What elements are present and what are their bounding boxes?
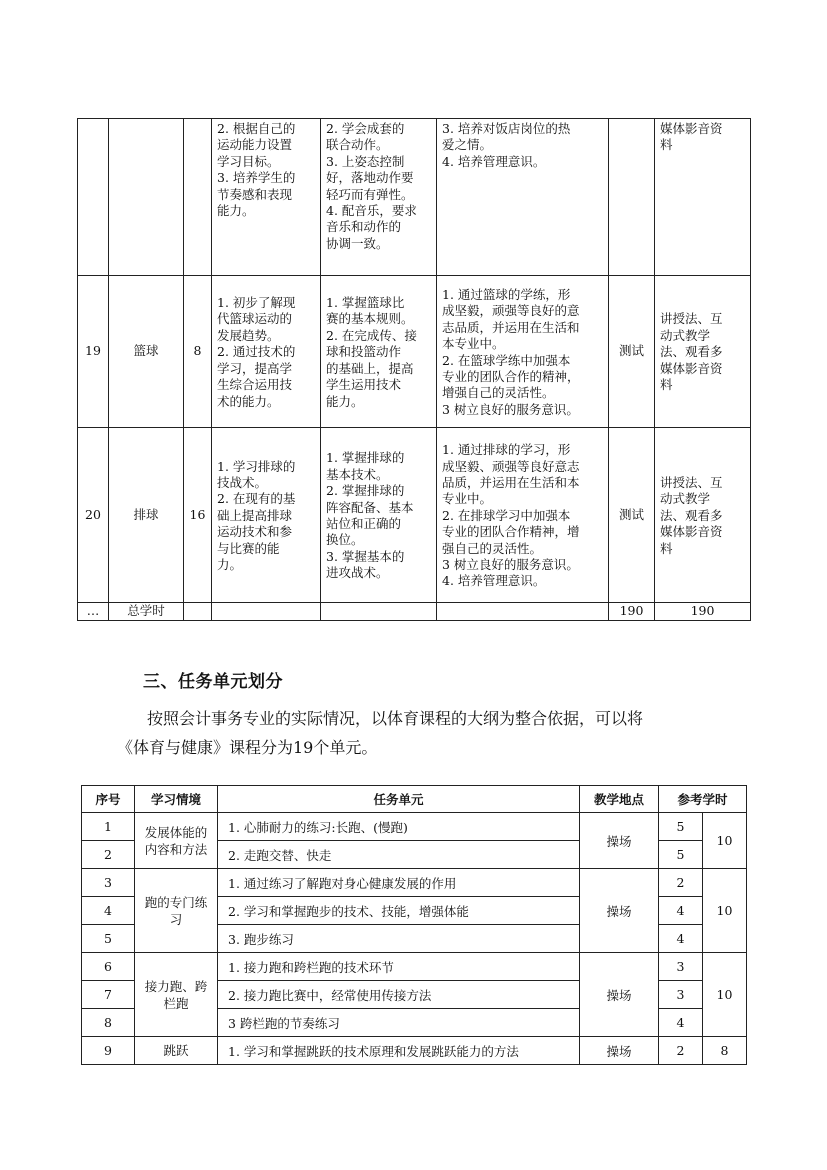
header-task: 任务单元 [218, 786, 580, 813]
course-name: 篮球 [109, 276, 184, 428]
quality-goals [437, 428, 609, 603]
teaching-content-line: 2. 学会成套的 [326, 121, 405, 136]
teaching-content-line: 能力。 [326, 393, 364, 409]
row-number: 19 [78, 276, 109, 428]
teaching-content-line: 2. 掌握排球的 [326, 483, 405, 499]
teaching-goals-line: 2. 根据自己的 [217, 121, 296, 136]
unit-row [82, 813, 747, 841]
header-place: 教学地点 [580, 786, 659, 813]
quality-goals-line: 专业中。 [442, 491, 493, 507]
total-empty [321, 603, 437, 621]
header-situation: 学习情境 [135, 786, 218, 813]
unit-row [82, 1037, 747, 1065]
teaching-content-line: 好，落地动作要 [326, 170, 414, 186]
task-unit: 3. 跑步练习 [218, 925, 580, 953]
assessment: 测试 [609, 276, 655, 428]
teaching-method-line: 料 [660, 137, 673, 153]
teaching-content-line: 3. 上姿态控制 [326, 153, 405, 169]
teaching-goals-line: 技战术。 [217, 474, 268, 490]
teaching-goals-line: 础上提高排球 [217, 507, 293, 523]
teaching-content-line: 4. 配音乐，要求 [326, 203, 417, 219]
unit-number: 2 [82, 841, 135, 869]
task-unit: 3 跨栏跑的节奏练习 [218, 1009, 580, 1037]
course-name [109, 119, 184, 276]
unit-hours: 5 [659, 813, 703, 841]
quality-goals-line: 增强自己的灵活性。 [442, 385, 555, 401]
total-label: 总学时 [109, 603, 184, 621]
teaching-content-line: 站位和正确的 [326, 516, 402, 531]
quality-goals-line: 强自己的灵活性。 [442, 540, 543, 556]
unit-number: 4 [82, 897, 135, 925]
learning-situation: 发展体能的内容和方法 [135, 813, 218, 869]
teaching-place: 操场 [580, 869, 659, 953]
teaching-method-line: 媒体影音资 [660, 524, 723, 540]
teaching-method-line: 料 [660, 540, 673, 556]
teaching-content-line: 阵容配备、基本 [326, 499, 414, 515]
teaching-content-line: 学生运用技术 [326, 377, 402, 393]
task-unit: 1. 心肺耐力的练习:长跑、(慢跑) [218, 813, 580, 841]
teaching-content-line: 进攻战术。 [326, 565, 389, 581]
paragraph-line-1: 按照会计事务专业的实际情况，以体育课程的大纲为整合依据，可以将 [147, 709, 644, 728]
quality-goals [437, 119, 609, 276]
teaching-goals-line: 1. 初步了解现 [217, 295, 296, 311]
task-unit: 2. 走跑交替、快走 [218, 841, 580, 869]
unit-row [82, 953, 747, 981]
assessment: 测试 [609, 428, 655, 603]
teaching-method-line: 动式教学 [660, 327, 711, 343]
teaching-goals-line: 3. 培养学生的 [217, 170, 296, 186]
task-unit-table [81, 785, 747, 1065]
unit-hours: 4 [659, 897, 703, 925]
unit-row [82, 869, 747, 897]
teaching-content [321, 428, 437, 603]
course-row [78, 119, 751, 276]
group-total-hours: 10 [703, 953, 747, 1037]
teaching-goals [212, 428, 321, 603]
teaching-method-line: 法、观看多 [660, 507, 723, 523]
teaching-content-line: 1. 掌握篮球比 [326, 295, 405, 311]
unit-number: 6 [82, 953, 135, 981]
teaching-content-line: 换位。 [326, 532, 364, 548]
quality-goals-line: 3. 培养对饭店岗位的热 [442, 121, 571, 136]
quality-goals-line: 3 树立良好的服务意识。 [442, 401, 579, 417]
total-empty [437, 603, 609, 621]
group-total-hours: 10 [703, 813, 747, 869]
teaching-content-line: 基本技术。 [326, 466, 389, 482]
learning-situation: 跑的专门练习 [135, 869, 218, 953]
teaching-goals-line: 与比赛的能 [217, 540, 280, 556]
teaching-goals [212, 276, 321, 428]
unit-number: 1 [82, 813, 135, 841]
teaching-place: 操场 [580, 813, 659, 869]
course-content-table [77, 118, 751, 621]
quality-goals-line: 2. 在排球学习中加强本 [442, 507, 571, 523]
quality-goals-line: 品质，并运用在生活和本 [442, 474, 580, 490]
total-ellipsis: … [78, 603, 109, 621]
learning-situation: 接力跑、跨栏跑 [135, 953, 218, 1037]
teaching-content-line: 3. 掌握基本的 [326, 548, 405, 564]
teaching-method [655, 119, 751, 276]
quality-goals-line: 1. 通过排球的学习，形 [442, 442, 571, 458]
group-total-hours: 8 [703, 1037, 747, 1065]
teaching-content [321, 276, 437, 428]
teaching-goals-line: 2. 通过技术的 [217, 344, 296, 360]
total-empty [212, 603, 321, 621]
teaching-goals-line: 学习目标。 [217, 153, 280, 169]
task-unit: 2. 学习和掌握跑步的技术、技能，增强体能 [218, 897, 580, 925]
quality-goals-line: 志品质，并运用在生活和 [442, 319, 580, 335]
teaching-goals-line: 学习，提高学 [217, 360, 293, 376]
total-assess: 190 [609, 603, 655, 621]
teaching-goals-line: 力。 [217, 557, 243, 573]
learning-situation: 跳跃 [135, 1037, 218, 1065]
quality-goals-line: 4. 培养管理意识。 [442, 153, 546, 169]
teaching-content-line: 轻巧而有弹性。 [326, 186, 414, 202]
paragraph-line-2: 《体育与健康》课程分为19个单元。 [117, 738, 378, 757]
teaching-method [655, 276, 751, 428]
unit-number: 7 [82, 981, 135, 1009]
unit-number: 9 [82, 1037, 135, 1065]
total-hours: 190 [655, 603, 751, 621]
unit-hours: 4 [659, 1009, 703, 1037]
total-row [78, 603, 751, 621]
teaching-method-line: 媒体影音资 [660, 360, 723, 376]
section-paragraph [117, 704, 737, 762]
quality-goals-line: 1. 通过篮球的学练，形 [442, 286, 571, 302]
teaching-content-line: 赛的基本规则。 [326, 311, 414, 327]
header-hours: 参考学时 [659, 786, 747, 813]
teaching-method-line: 讲授法、互 [660, 311, 723, 327]
teaching-method-line: 法、观看多 [660, 344, 723, 360]
quality-goals-line: 爱之情。 [442, 137, 493, 153]
unit-hours: 3 [659, 953, 703, 981]
quality-goals-line: 本专业中。 [442, 336, 505, 352]
teaching-content-line: 协调一致。 [326, 235, 389, 251]
teaching-content-line: 2. 在完成传、接 [326, 327, 417, 343]
teaching-content-line: 1. 掌握排球的 [326, 450, 405, 466]
teaching-goals-line: 发展趋势。 [217, 327, 280, 343]
teaching-method-line: 料 [660, 377, 673, 393]
course-hours [184, 119, 212, 276]
unit-number: 5 [82, 925, 135, 953]
unit-hours: 3 [659, 981, 703, 1009]
teaching-goals-line: 运动能力设置 [217, 137, 293, 153]
unit-hours: 4 [659, 925, 703, 953]
teaching-goals-line: 运动技术和参 [217, 524, 293, 540]
course-row [78, 428, 751, 603]
teaching-method-line: 讲授法、互 [660, 474, 723, 490]
task-unit: 2. 接力跑比赛中，经常使用传接方法 [218, 981, 580, 1009]
teaching-method-line: 媒体影音资 [660, 121, 723, 136]
unit-hours: 2 [659, 869, 703, 897]
quality-goals-line: 专业的团队合作的精神， [442, 368, 580, 384]
teaching-content-line: 球和投篮动作 [326, 344, 402, 360]
course-name: 排球 [109, 428, 184, 603]
course-hours: 8 [184, 276, 212, 428]
teaching-place: 操场 [580, 1037, 659, 1065]
teaching-place: 操场 [580, 953, 659, 1037]
teaching-method [655, 428, 751, 603]
quality-goals-line: 成坚毅、顽强等良好意志 [442, 458, 580, 474]
teaching-goals-line: 术的能力。 [217, 393, 280, 409]
teaching-content [321, 119, 437, 276]
header-no: 序号 [82, 786, 135, 813]
total-empty [184, 603, 212, 621]
teaching-goals [212, 119, 321, 276]
quality-goals [437, 276, 609, 428]
assessment [609, 119, 655, 276]
section-heading: 三、任务单元划分 [143, 672, 283, 692]
teaching-content-line: 音乐和动作的 [326, 219, 402, 235]
teaching-goals-line: 代篮球运动的 [217, 311, 293, 327]
teaching-goals-line: 节奏感和表现 [217, 186, 293, 202]
unit-number: 3 [82, 869, 135, 897]
teaching-goals-line: 生综合运用技 [217, 377, 293, 393]
task-unit: 1. 接力跑和跨栏跑的技术环节 [218, 953, 580, 981]
quality-goals-line: 成坚毅，顽强等良好的意 [442, 303, 580, 319]
teaching-method-line: 动式教学 [660, 491, 711, 507]
unit-number: 8 [82, 1009, 135, 1037]
teaching-goals-line: 能力。 [217, 203, 255, 219]
task-unit: 1. 学习和掌握跳跃的技术原理和发展跳跃能力的方法 [218, 1037, 580, 1065]
quality-goals-line: 3 树立良好的服务意识。 [442, 557, 579, 573]
teaching-content-line: 的基础上，提高 [326, 360, 414, 376]
unit-hours: 2 [659, 1037, 703, 1065]
teaching-goals-line: 2. 在现有的基 [217, 491, 296, 507]
quality-goals-line: 4. 培养管理意识。 [442, 573, 546, 589]
quality-goals-line: 专业的团队合作精神，增 [442, 524, 580, 540]
row-number [78, 119, 109, 276]
task-unit: 1. 通过练习了解跑对身心健康发展的作用 [218, 869, 580, 897]
course-hours: 16 [184, 428, 212, 603]
unit-hours: 5 [659, 841, 703, 869]
teaching-goals-line: 1. 学习排球的 [217, 458, 296, 474]
row-number: 20 [78, 428, 109, 603]
teaching-content-line: 联合动作。 [326, 137, 389, 153]
group-total-hours: 10 [703, 869, 747, 953]
quality-goals-line: 2. 在篮球学练中加强本 [442, 352, 571, 368]
course-row [78, 276, 751, 428]
